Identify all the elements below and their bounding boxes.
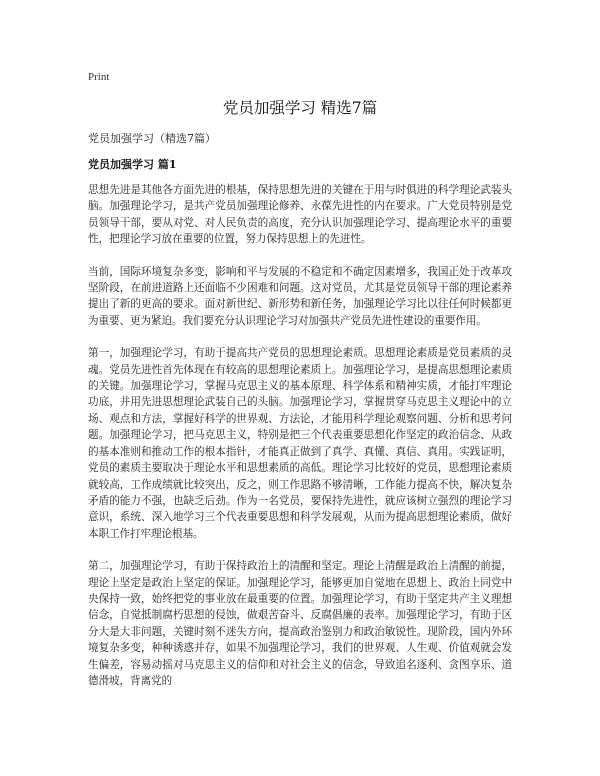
document-page [88, 70, 512, 689]
paragraph-4: 第二，加强理论学习，有助于保持政治上的清醒和坚定。理论上清醒是政治上清醒的前提，理论上坚定是政治上坚定的保证。加强理论学习，能够更加自觉地在思想上、政治上同党中央保持一致，始终把党的事业放在最重要的位置。加强理论学习，有助于坚定共产主义理想信念，自觉抵制腐朽思想的侵蚀，做艰苦奋斗、反腐倡廉的表率。加强理论学习，有助于区分大是大非问题，关键时刻不迷失方向，提高政治鉴别力和政治敏锐性。现阶段，国内外环境复杂多变，种种诱惑并存，如果不加强理论学习，我们的世界观、人生观、价值观就会发生偏差，容易动摇对马克思主义的信仰和对社会主义的信念，导致追名逐利、贪图享乐、道德滑坡，背离党的 [88, 560, 512, 687]
paragraph-3: 第一，加强理论学习，有助于提高共产党员的思想理论素质。思想理论素质是党员素质的灵魂。党员先进性首先体现在有较高的思想理论素质上。加强理论学习，是提高思想理论素质的关键。加强理论学习，掌握马克思主义的基本原理、科学体系和精神实质，才能打牢理论功底，并用先进思想理论武装自己的头脑。加强理论学习，掌握贯穿马克思主义理论中的立场、观点和方法，掌握好科学的世界观、方法论，才能用科学理论观察问题、分析和思考问题。加强理论学习，把马克思主义，特别是把三个代表重要思想化作坚定的政治信念、从政的基本准则和推动工作的根本指针，才能真正做到了真学、真懂、真信、真用。实践证明，党员的素质主要取决于理论水平和思想素质的高低。理论学习比较好的党员，思想理论素质就较高，工作成绩就比较突出，反之，则工作思路不够清晰，工作能力提高不快，解决复杂矛盾的能力不强，也缺乏后劲。作为一名党员，要保持先进性，就应该树立强烈的理论学习意识，系统、深入地学习三个代表重要思想和科学发展观，从而为提高思想理论素质，做好本职工作打牢理论根基。 [88, 347, 512, 540]
print-label: Print [88, 71, 110, 83]
paragraph-1: 思想先进是其他各方面先进的根基，保持思想先进的关键在于用与时俱进的科学理论武装头脑。加强理论学习，是共产党员加强理论修养、永葆先进性的内在要求。广大党员特别是党员领导干部，要从对党、对人民负责的高度，充分认识加强理论学习、提高理论水平的重要性，把理论学习放在重要的位置，努力保持思想上的先进性。 [88, 184, 512, 246]
paragraph-2: 当前，国际环境复杂多变，影响和平与发展的不稳定和不确定因素增多，我国正处于改革攻坚阶段，在前进道路上还面临不少困难和问题。这对党员，尤其是党员领导干部的理论素养提出了新的更高的要求。面对新世纪、新形势和新任务，加强理论学习比以往任何时候都更为重要、更为紧迫。我们要充分认识理论学习对加强共产党员先进性建设的重要作用。 [88, 265, 512, 327]
body-text [88, 182, 512, 689]
page-title: 党员加强学习 精选7篇 [222, 99, 378, 117]
document-subtitle: 党员加强学习（精选7篇） [88, 132, 216, 145]
section-heading: 党员加强学习 篇1 [88, 158, 177, 171]
